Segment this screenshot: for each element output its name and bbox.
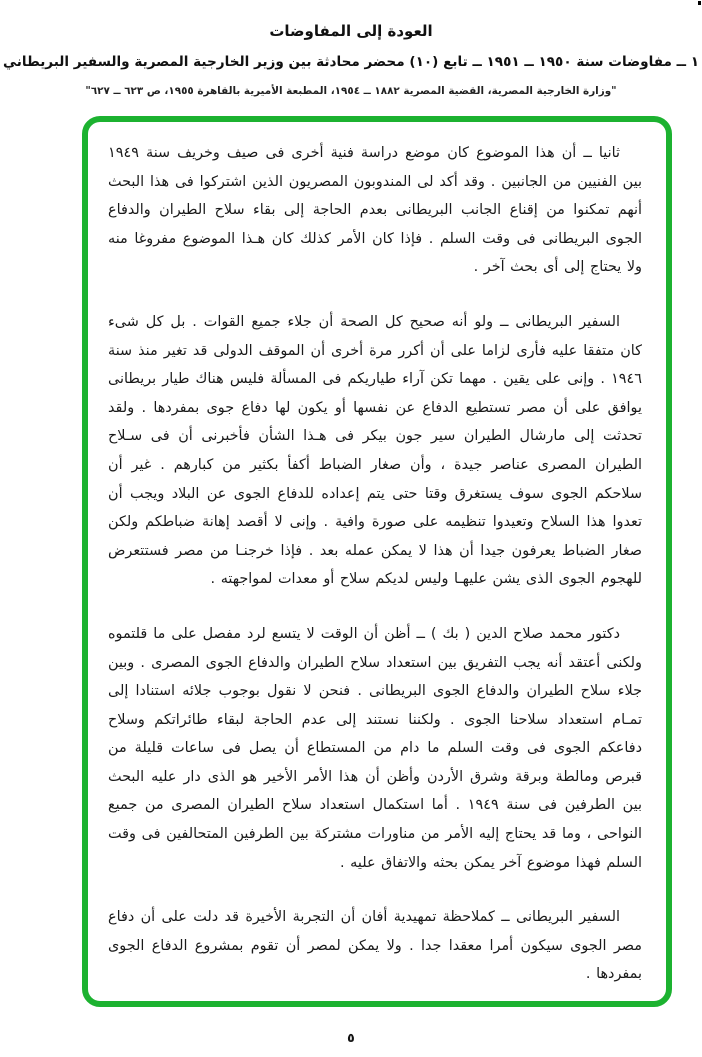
page-number: ٥ [347,1030,355,1045]
paragraph-salah-eldin: دكتور محمد صلاح الدين ( بك ) ــ أظن أن الوقت لا يتسع لرد مفصل على ما قلتموه ولكنى أعتقد أنه يجب التفريق بين استعداد سلاح الطيران والدفاع الجوى المصرى . وبين جلاء سلاح الطيران والدفاع الجوى البريطانى . فنحن لا نقول بوجوب جلائه استنادا إلى تمـام استعداد سلاحنا الجوى . ولكننا نستند إلى عدم الحاجة لبقاء طائراتكم وسلاح دفاعكم الجوى فى وقت السلم ما دام من المستطاع أن يصل فى ساعات قليلة من قبرص ومالطة وبرقة وشرق الأردن وأظن أن هذا الأمر الأخير هو الذى دار عليه البحث بين الطرفين فى سنة ١٩٤٩ . أما استكمال استعداد سلاح الطيران المصرى من جميع النواحى ، وما قد يحتاج إليه الأمر من مناورات مشتركة بين الطرفين المتحالفين فى وقت السلم فهذا موضوع آخر يمكن بحثه والاتفاق عليه . [108,625,642,871]
green-highlight-box [82,116,672,1007]
source-citation: "وزارة الخارجية المصرية، القضية المصرية ١٨٨٢ ــ ١٩٥٤، المطبعة الأميرية بالقاهرة ١٩٥٥، ص ٦٢٣ ــ ٦٢٧" [85,85,617,97]
page-title: العودة إلى المفاوضات [269,22,433,40]
scan-artifact-dot [698,1,701,5]
document-heading-line: ١ ــ مفاوضات سنة ١٩٥٠ ــ ١٩٥١ ــ تابع (١٠) محضر محادثة بين وزير الخارجية المصرية والسفير البريطاني [2,54,700,70]
paragraph-british-ambassador-1: السفير البريطانى ــ ولو أنه صحيح كل الصحة أن جلاء جميع القوات . بل كل شىء كان متفقا عليه فأرى لزاما على أن أكرر مرة أخرى أن الموقف الدولى قد تغير منذ سنة ١٩٤٦ . وإنى على يقين . مهما تكن آراء طياريكم فى المسألة فليس هناك طيار بريطانى يوافق على أن مصر تستطيع الدفاع عن نفسها أو يكون لها دفاع جوى بمفردها . ولقد تحدثت إلى مارشال الطيران سير جون بيكر فى هـذا الشأن فأخبرنى أن فى سـلاح الطيران المصرى عناصر جيدة ، وأن صغار الضباط أكفأ بكثير من كبارهم . غير أن سلاحكم الجوى سوف يستغرق وقتا حتى يتم إعداده للدفاع الجوى عن البلاد ويجب أن تعدوا هذا السلاح وتعيدوا تنظيمه على صورة وافية . وإنى لا أقصد إهانة ضباطكم ولكن صغار الضباط يعرفون جيدا أن هذا لا يمكن عمله بعد . فإذا خرجنـا من مصر فستتعرض للهجوم الجوى الذى يشن عليهـا وليس لديكم سلاح أو معدات لمواجهته . [108,313,642,588]
paragraph-british-ambassador-2: السفير البريطانى ــ كملاحظة تمهيدية أفان أن التجربة الأخيرة قد دلت على أن دفاع مصر الجوى سيكون أمرا معقدا جدا . ولا يمكن لمصر أن تقوم بمشروع الدفاع الجوى بمفردها . [108,909,642,983]
paragraph-thaniyan: ثانيا ــ أن هذا الموضوع كان موضع دراسة فنية أخرى فى صيف وخريف سنة ١٩٤٩ بين الفنيين من الجانبين . وقد أكد لى المندوبون المصريون الذين اشتركوا فى هذا البحث أنهم تمكنوا من إقناع الجانب البريطانى بعدم الحاجة إلى بقاء سلاح الطيران والدفاع الجوى البريطانى فى وقت السلم . فإذا كان الأمر كذلك كان هـذا الموضوع مفروغا منه ولا يحتاج إلى أى بحث آخر . [108,145,642,276]
